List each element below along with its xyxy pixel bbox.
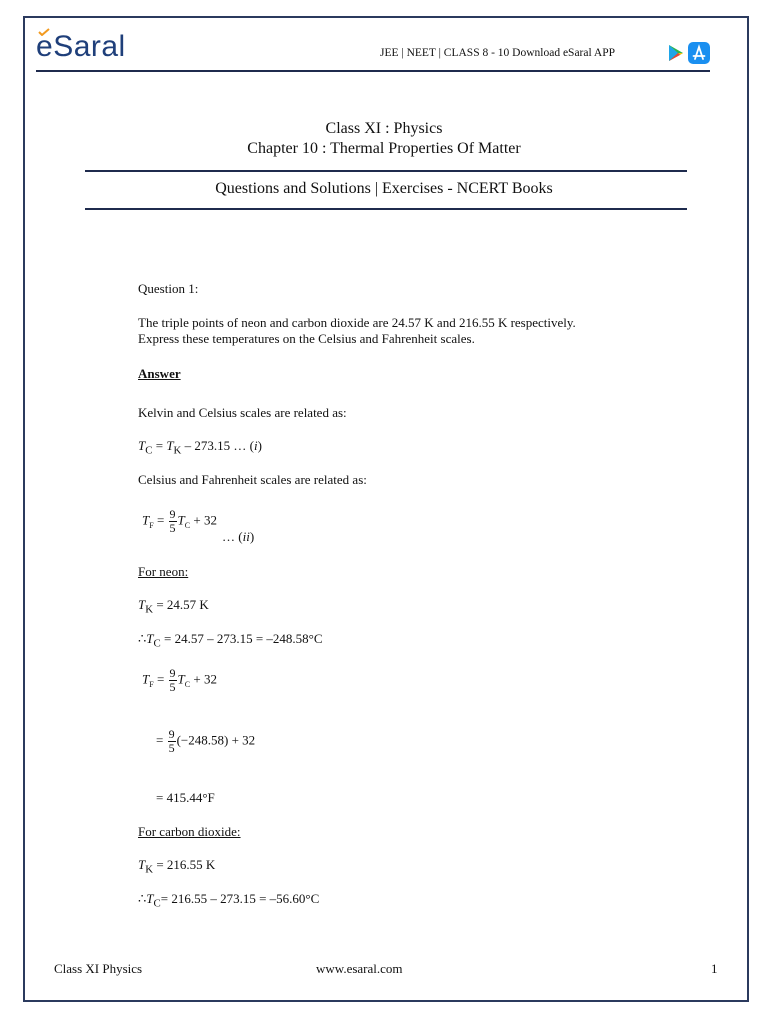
neon-tf-step: = $\frac{9}{5}$ (−248.58) + 32 [156, 727, 256, 755]
page-frame [23, 16, 749, 1002]
section-subtitle: Questions and Solutions | Exercises - NCERT Books [215, 180, 553, 197]
title-rule-bottom [85, 208, 687, 210]
co2-tc: $\therefore T_C= 216.55 - 273.15 = -56.60^\circ C$ [138, 891, 320, 910]
neon-tf-formula: $T_F$ = $\frac{9}{5}$ $T_C + 32$ [142, 666, 217, 694]
logo-text: Saral [53, 30, 126, 63]
equation-2: $T_F$ = $\frac{9}{5}$ $T_C + 32$ [142, 507, 217, 535]
neon-tf-result: = 415.44°F [156, 790, 215, 805]
question-text-line-1: The triple points of neon and carbon dioxide are 24.57 K and 216.55 K respectively. [138, 315, 576, 330]
app-store-icon[interactable] [688, 42, 710, 64]
header-tagline: JEE | NEET | CLASS 8 - 10 Download eSaral APP [380, 47, 616, 59]
footer-left: Class XI Physics [54, 961, 143, 976]
class-title: Class XI : Physics [325, 120, 443, 137]
kelvin-celsius-text: Kelvin and Celsius scales are related as: [138, 405, 347, 420]
google-play-icon[interactable] [666, 43, 686, 63]
footer-website-link[interactable]: www.esaral.com [316, 961, 403, 976]
question-label: Question 1: [138, 281, 199, 296]
question-text-line-2: Express these temperatures on the Celsius and Fahrenheit scales. [138, 331, 475, 346]
fraction-9-5: $\frac{9}{5}$ [169, 507, 176, 535]
header-divider [36, 70, 710, 72]
logo-e: e [36, 30, 54, 63]
logo-tick-icon [38, 28, 50, 36]
fraction-9-5: $\frac{9}{5}$ [168, 727, 175, 755]
equation-1: $T_C = T_K - 273.15$ … (i) [138, 438, 262, 457]
neon-tk: $T_K = 24.57$ K [138, 597, 209, 616]
celsius-fahrenheit-text: Celsius and Fahrenheit scales are related as: [138, 472, 367, 487]
answer-heading: Answer [138, 366, 181, 381]
co2-tk: $T_K = 216.55$ K [138, 857, 216, 876]
co2-heading: For carbon dioxide: [138, 824, 241, 839]
title-rule-top [85, 170, 687, 172]
neon-heading: For neon: [138, 564, 189, 579]
esaral-logo[interactable] [36, 30, 126, 64]
fraction-9-5: $\frac{9}{5}$ [169, 666, 176, 694]
page-number: 1 [711, 961, 718, 976]
equation-2-label: … (ii) [222, 529, 255, 544]
chapter-title: Chapter 10 : Thermal Properties Of Matter [247, 140, 521, 157]
neon-tc: $\therefore T_C = 24.57 - 273.15 = -248.58^\circ C$ [138, 631, 323, 650]
app-download-icons [666, 42, 710, 64]
